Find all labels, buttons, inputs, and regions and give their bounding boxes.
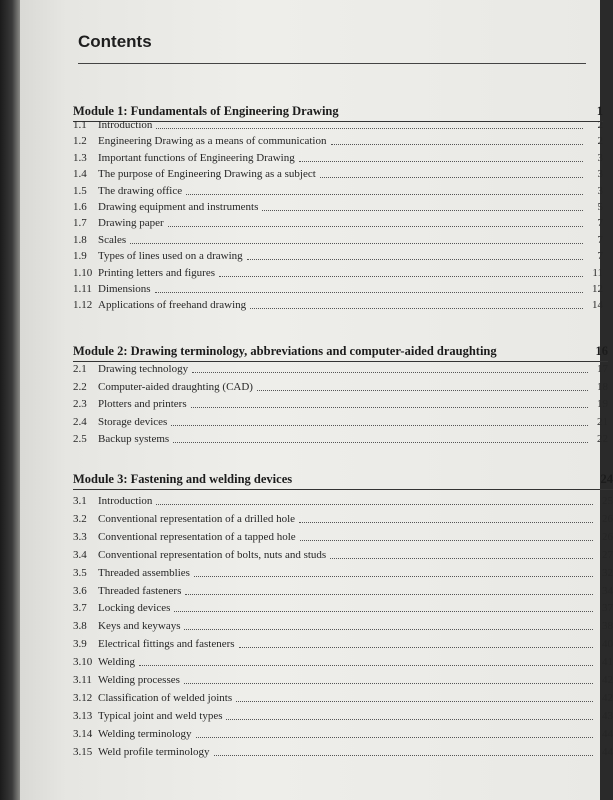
- toc-entry[interactable]: [73, 151, 603, 165]
- section-title: Dimensions: [98, 283, 151, 295]
- toc-entry[interactable]: [73, 397, 608, 411]
- toc-entry[interactable]: [73, 266, 603, 280]
- dot-leader: [185, 594, 593, 595]
- section-page-number: 38: [602, 620, 613, 633]
- dot-leader: [139, 665, 593, 666]
- dot-leader: [247, 259, 583, 260]
- dot-leader: [155, 292, 583, 293]
- module-heading[interactable]: [73, 344, 608, 360]
- section-page-number: 3: [597, 151, 603, 164]
- dot-leader: [186, 194, 583, 195]
- section-number: 1.8: [73, 233, 87, 246]
- section-number: 1.12: [73, 299, 93, 312]
- dot-leader: [262, 210, 583, 211]
- section-page-number: 43: [602, 709, 613, 722]
- section-number: 1.2: [73, 135, 87, 148]
- toc-entry[interactable]: [73, 673, 613, 687]
- section-number: 2.1: [73, 363, 87, 375]
- section-number: 2.2: [73, 380, 87, 393]
- section-number: 1.7: [73, 217, 87, 230]
- page-title: Contents: [78, 32, 152, 51]
- toc-entry[interactable]: [73, 637, 613, 651]
- section-title: Plotters and printers: [98, 398, 187, 410]
- section-number: 1.10: [73, 266, 93, 279]
- toc-entry[interactable]: [73, 216, 603, 230]
- section-number: 1.1: [73, 119, 87, 131]
- section-number: 1.4: [73, 168, 87, 181]
- section-title: Computer-aided draughting (CAD): [98, 380, 253, 393]
- section-title: Welding terminology: [98, 727, 192, 740]
- section-page-number: 14: [592, 299, 603, 312]
- section-page-number: 37: [602, 602, 613, 615]
- section-title: Drawing equipment and instruments: [98, 201, 259, 213]
- section-title: Introduction: [98, 495, 153, 507]
- section-page-number: 44: [602, 727, 613, 740]
- dot-leader: [214, 755, 593, 756]
- section-number: 3.14: [73, 727, 93, 740]
- section-page-number: 2: [597, 119, 603, 131]
- toc-entry[interactable]: [73, 727, 613, 741]
- section-title: Conventional representation of a drilled hole: [98, 512, 296, 525]
- section-page-number: 11: [592, 266, 603, 279]
- dot-leader: [300, 540, 593, 541]
- section-title: Engineering Drawing as a means of communication: [98, 135, 327, 148]
- dot-leader: [156, 128, 583, 129]
- section-number: 3.3: [73, 530, 87, 543]
- section-number: 3.11: [73, 674, 92, 686]
- section-title: Backup systems: [98, 433, 170, 445]
- section-page-number: 22: [597, 433, 608, 445]
- section-title: Introduction: [98, 119, 153, 131]
- toc-entry[interactable]: [73, 584, 613, 598]
- section-page-number: 41: [602, 656, 613, 669]
- dot-leader: [226, 719, 593, 720]
- module-title: Module 1: Fundamentals of Engineering Drawing: [73, 104, 339, 118]
- toc-entry[interactable]: [73, 200, 603, 214]
- section-page-number: 19: [597, 398, 608, 410]
- dot-leader: [196, 737, 593, 738]
- dot-leader: [194, 576, 593, 577]
- section-number: 2.5: [73, 433, 87, 445]
- dot-leader: [236, 701, 593, 702]
- toc-entry[interactable]: [73, 619, 613, 633]
- section-page-number: 7: [597, 250, 603, 263]
- toc-entry[interactable]: [73, 530, 613, 544]
- dot-leader: [219, 276, 583, 277]
- dot-leader: [299, 161, 583, 162]
- module-heading[interactable]: [73, 472, 613, 488]
- section-page-number: 40: [602, 638, 613, 651]
- section-number: 1.11: [73, 283, 92, 295]
- section-page-number: 5: [597, 201, 603, 213]
- section-page-number: 34: [602, 584, 613, 597]
- section-number: 3.13: [73, 709, 93, 722]
- toc-entry[interactable]: [73, 134, 603, 148]
- toc-entry[interactable]: [73, 709, 613, 723]
- section-number: 3.1: [73, 495, 87, 507]
- dot-leader: [156, 504, 593, 505]
- section-page-number: 21: [597, 415, 608, 428]
- module-page-number: 16: [595, 344, 608, 358]
- section-number: 2.4: [73, 415, 87, 428]
- section-title: The purpose of Engineering Drawing as a subject: [98, 168, 316, 181]
- section-title: Welding: [98, 656, 135, 669]
- dot-leader: [250, 308, 583, 309]
- toc-entry[interactable]: [73, 494, 613, 508]
- contents-page: [20, 0, 613, 800]
- toc-entry[interactable]: [73, 282, 603, 296]
- dot-leader: [184, 683, 593, 684]
- module-page-number: 24: [600, 472, 613, 486]
- section-number: 1.9: [73, 250, 87, 263]
- section-number: 3.7: [73, 602, 87, 615]
- toc-entry[interactable]: [73, 118, 603, 132]
- section-number: 3.8: [73, 620, 87, 633]
- section-title: Conventional representation of a tapped hole: [98, 530, 296, 543]
- dot-leader: [171, 425, 588, 426]
- section-title: Types of lines used on a drawing: [98, 250, 243, 263]
- toc-entry[interactable]: [73, 548, 613, 562]
- section-title: Applications of freehand drawing: [98, 299, 247, 312]
- section-number: 3.15: [73, 745, 93, 758]
- section-number: 3.6: [73, 584, 87, 597]
- section-page-number: 42: [602, 691, 613, 704]
- section-page-number: 44: [602, 745, 613, 758]
- section-number: 3.4: [73, 548, 87, 561]
- toc-entry[interactable]: [73, 691, 613, 705]
- section-page-number: 17: [597, 363, 608, 375]
- section-title: Threaded assemblies: [98, 566, 190, 579]
- dot-leader: [239, 647, 593, 648]
- section-title: Locking devices: [98, 602, 171, 615]
- dot-leader: [191, 407, 588, 408]
- book-spine-shadow: [0, 0, 20, 800]
- dot-leader: [173, 442, 588, 443]
- dot-leader: [184, 629, 593, 630]
- section-title: Classification of welded joints: [98, 691, 233, 704]
- section-page-number: 7: [597, 217, 603, 230]
- dot-leader: [320, 177, 583, 178]
- section-page-number: 26: [602, 530, 613, 543]
- section-title: Important functions of Engineering Drawing: [98, 151, 295, 164]
- toc-entry[interactable]: [73, 362, 608, 376]
- section-title: Typical joint and weld types: [98, 709, 223, 722]
- toc-entry[interactable]: [73, 380, 608, 394]
- section-title: Scales: [98, 233, 127, 246]
- section-page-number: 2: [597, 135, 603, 148]
- module-title: Module 2: Drawing terminology, abbreviations and computer-aided draughting: [73, 344, 497, 358]
- toc-entry[interactable]: [73, 233, 603, 247]
- dot-leader: [168, 226, 583, 227]
- toc-entry[interactable]: [73, 601, 613, 615]
- section-number: 1.6: [73, 201, 87, 213]
- title-rule: [78, 63, 586, 64]
- section-number: 3.9: [73, 638, 87, 651]
- toc-entry[interactable]: [73, 655, 613, 669]
- section-number: 2.3: [73, 398, 87, 410]
- dot-leader: [130, 243, 583, 244]
- section-page-number: 7: [597, 233, 603, 246]
- section-title: Weld profile terminology: [98, 745, 210, 758]
- section-title: The drawing office: [98, 184, 183, 197]
- section-page-number: 3: [597, 184, 603, 197]
- section-page-number: 3: [597, 168, 603, 181]
- section-number: 3.10: [73, 656, 93, 669]
- section-title: Keys and keyways: [98, 620, 181, 633]
- dot-leader: [192, 372, 588, 373]
- section-page-number: 26: [602, 512, 613, 525]
- section-title: Welding processes: [98, 674, 180, 686]
- section-title: Conventional representation of bolts, nuts and studs: [98, 548, 327, 561]
- dot-leader: [331, 144, 583, 145]
- dot-leader: [330, 558, 593, 559]
- module-title: Module 3: Fastening and welding devices: [73, 472, 293, 486]
- toc-entry[interactable]: [73, 745, 613, 759]
- toc-entry[interactable]: [73, 415, 608, 429]
- toc-entry[interactable]: [73, 249, 603, 263]
- dot-leader: [174, 611, 593, 612]
- section-number: 1.3: [73, 151, 87, 164]
- dot-leader: [299, 522, 593, 523]
- dot-leader: [257, 390, 588, 391]
- toc-entry[interactable]: [73, 167, 603, 181]
- section-title: Drawing technology: [98, 363, 189, 375]
- section-title: Threaded fasteners: [98, 584, 182, 597]
- section-number: 1.5: [73, 184, 87, 197]
- toc-entry[interactable]: [73, 184, 603, 198]
- section-title: Drawing paper: [98, 217, 164, 230]
- toc-entry[interactable]: [73, 566, 613, 580]
- section-title: Electrical fittings and fasteners: [98, 638, 235, 651]
- toc-entry[interactable]: [73, 298, 603, 312]
- toc-entry[interactable]: [73, 512, 613, 526]
- section-title: Printing letters and figures: [98, 266, 216, 279]
- toc-entry[interactable]: [73, 432, 608, 446]
- section-page-number: 12: [592, 283, 603, 295]
- module-rule: [73, 489, 613, 490]
- section-number: 3.2: [73, 512, 87, 525]
- section-title: Storage devices: [98, 415, 168, 428]
- section-page-number: 32: [602, 566, 613, 579]
- section-number: 3.12: [73, 691, 93, 704]
- section-page-number: 18: [597, 380, 608, 393]
- section-page-number: 42: [602, 674, 613, 686]
- module-page-number: 1: [596, 104, 603, 118]
- section-number: 3.5: [73, 566, 87, 579]
- section-page-number: 27: [602, 548, 613, 561]
- section-page-number: 25: [602, 495, 613, 507]
